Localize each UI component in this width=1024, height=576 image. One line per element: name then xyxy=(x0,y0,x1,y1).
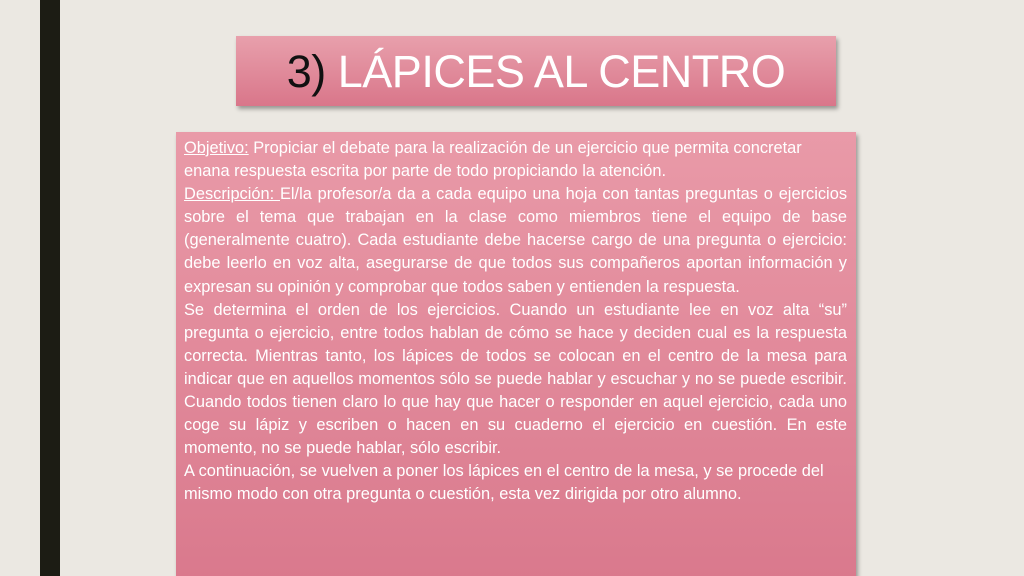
objective-text: Propiciar el debate para la realización de un ejercicio que permita concretar enana respuesta escrita por parte de todo propiciando la atención. xyxy=(184,139,802,181)
description-text: El/la profesor/a da a cada equipo una hoja con tantas preguntas o ejercicios sobre el tema que trabajan en la clase como miembros tiene el equipo de base (generalmente cuatro). Cada estudiante debe hacerse cargo de una pregunta o ejercicio: debe leerlo en voz alta, asegurarse de que todos sus compañeros aportan información y expresan su opinión y comprobar que todos saben y entienden la respuesta. xyxy=(184,185,848,296)
title-number: 3) xyxy=(286,45,326,97)
content-box xyxy=(176,132,856,576)
order-paragraph: Se determina el orden de los ejercicios. Cuando un estudiante lee en voz alta “su” pregunta o ejercicio, entre todos hablan de cómo se hace y deciden cual es la respuesta correcta. Mientras tanto, los lápices de todos se colocan en el centro de la mesa para indicar que en aquellos momentos sólo se puede hablar y escuchar y no se puede escribir. Cuando todos tienen claro lo que hay que hacer o responder en aquel ejercicio, cada uno coge su lápiz y escriben o hacen en su cuaderno el ejercicio en cuestión. En este momento, no se puede hablar, sólo escribir. xyxy=(184,300,847,458)
title-box xyxy=(236,36,836,106)
page-title xyxy=(286,45,786,97)
description-paragraph xyxy=(184,183,847,298)
objective-paragraph xyxy=(184,137,847,183)
left-accent-bar xyxy=(40,0,60,576)
continuation-paragraph: A continuación, se vuelven a poner los lápices en el centro de la mesa, y se procede del mismo modo con otra pregunta o cuestión, esta vez dirigida por otro alumno. xyxy=(184,462,824,504)
objective-label: Objetivo: xyxy=(184,139,249,157)
description-label: Descripción: xyxy=(184,185,280,204)
title-main: LÁPICES AL CENTRO xyxy=(337,45,786,97)
